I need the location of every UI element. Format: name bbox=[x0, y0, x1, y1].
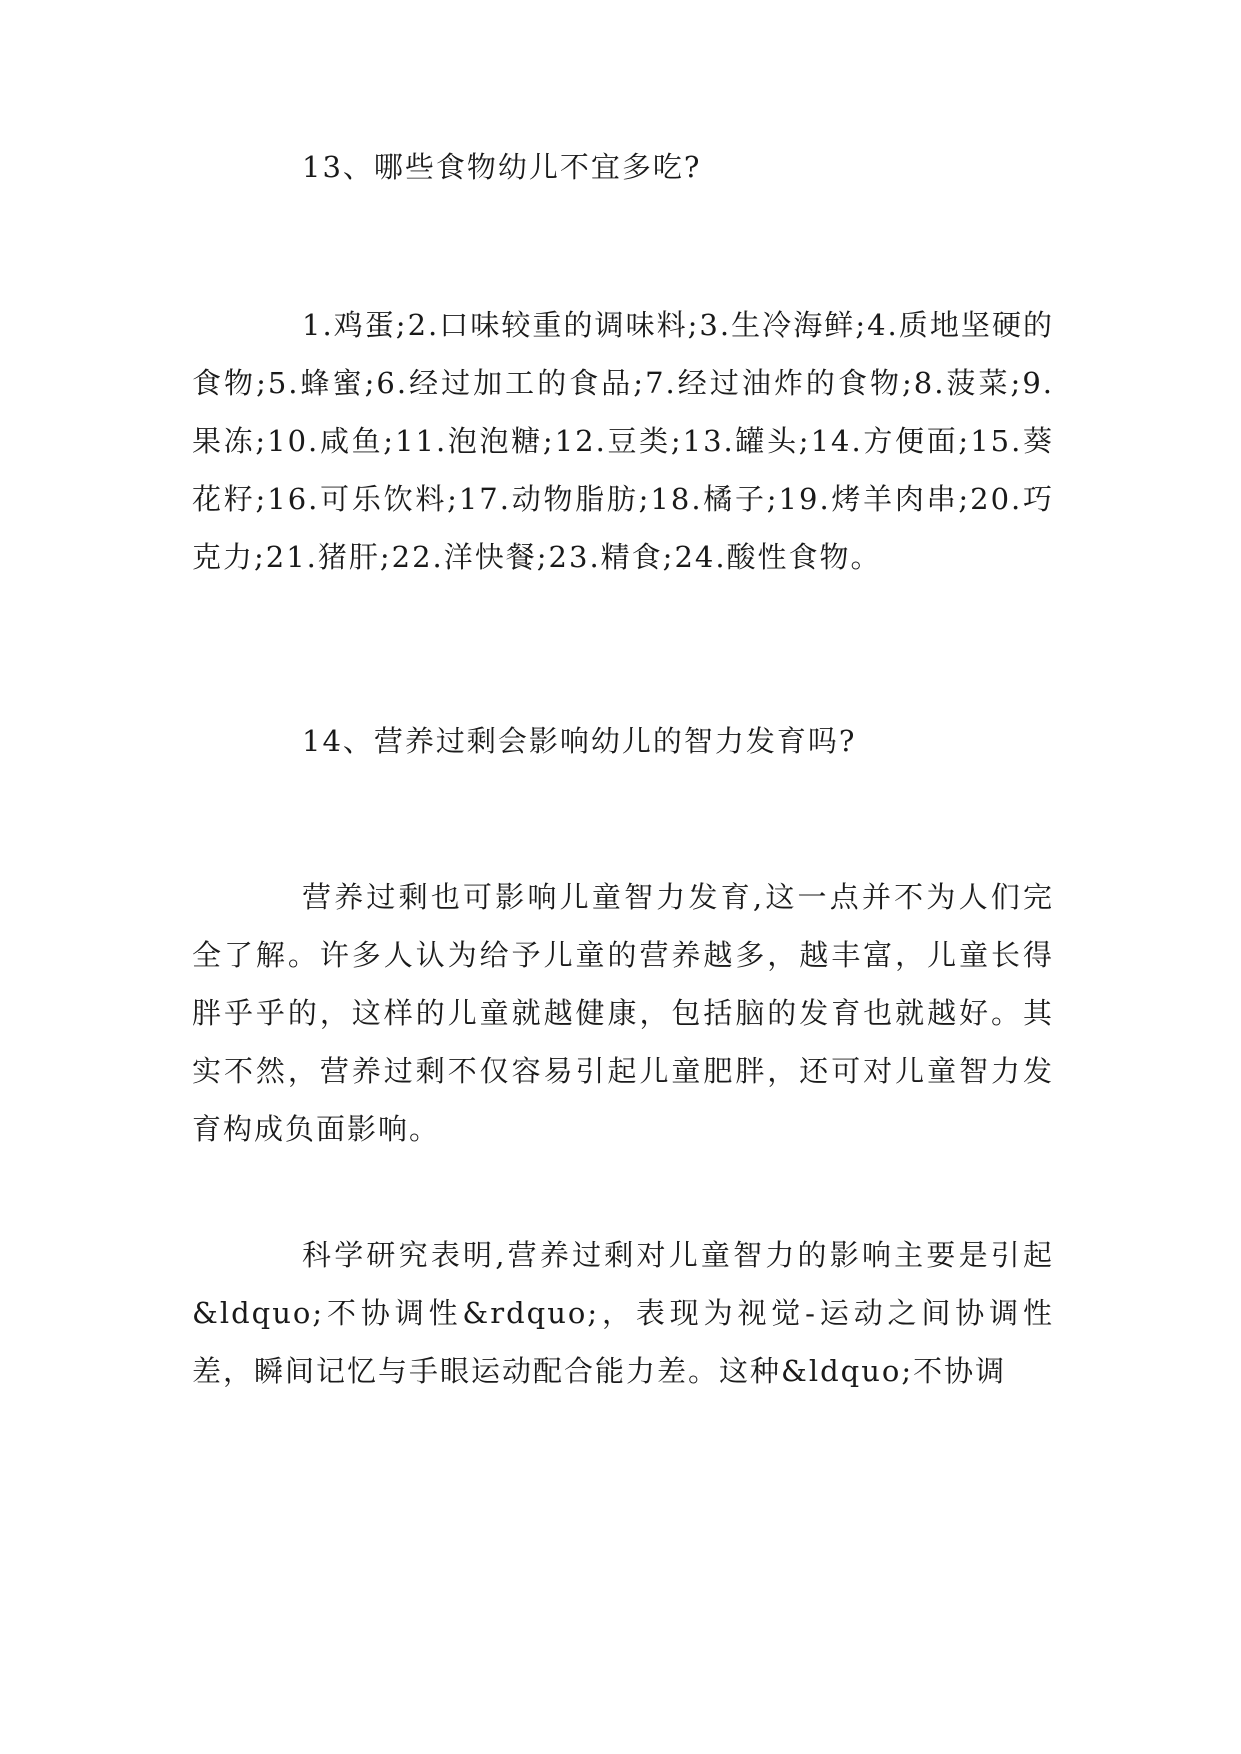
q14-heading: 14、营养过剩会影响幼儿的智力发育吗? bbox=[302, 724, 857, 758]
q14-paragraph-2: 科学研究表明,营养过剩对儿童智力的影响主要是引起&ldquo;不协调性&rdquo;，表现为视觉-运动之间协调性差，瞬间记忆与手眼运动配合能力差。这种&ldquo;不协调 bbox=[192, 1238, 1054, 1388]
q14-paragraph-1: 营养过剩也可影响儿童智力发育,这一点并不为人们完全了解。许多人认为给予儿童的营养越多，越丰富，儿童长得胖乎乎的，这样的儿童就越健康，包括脑的发育也就越好。其实不然，营养过剩不仅容易引起儿童肥胖，还可对儿童智力发育构成负面影响。 bbox=[192, 880, 1054, 1146]
q13-answer-paragraph: 1.鸡蛋;2.口味较重的调味料;3.生冷海鲜;4.质地坚硬的食物;5.蜂蜜;6.经过加工的食品;7.经过油炸的食物;8.菠菜;9.果冻;10.咸鱼;11.泡泡糖;12.豆类;13.罐头;14.方便面;15.葵花籽;16.可乐饮料;17.动物脂肪;18.橘子;19.烤羊肉串;20.巧克力;21.猪肝;22.洋快餐;23.精食;24.酸性食物。 bbox=[192, 308, 1054, 574]
q13-heading: 13、哪些食物幼儿不宜多吃? bbox=[302, 150, 702, 184]
